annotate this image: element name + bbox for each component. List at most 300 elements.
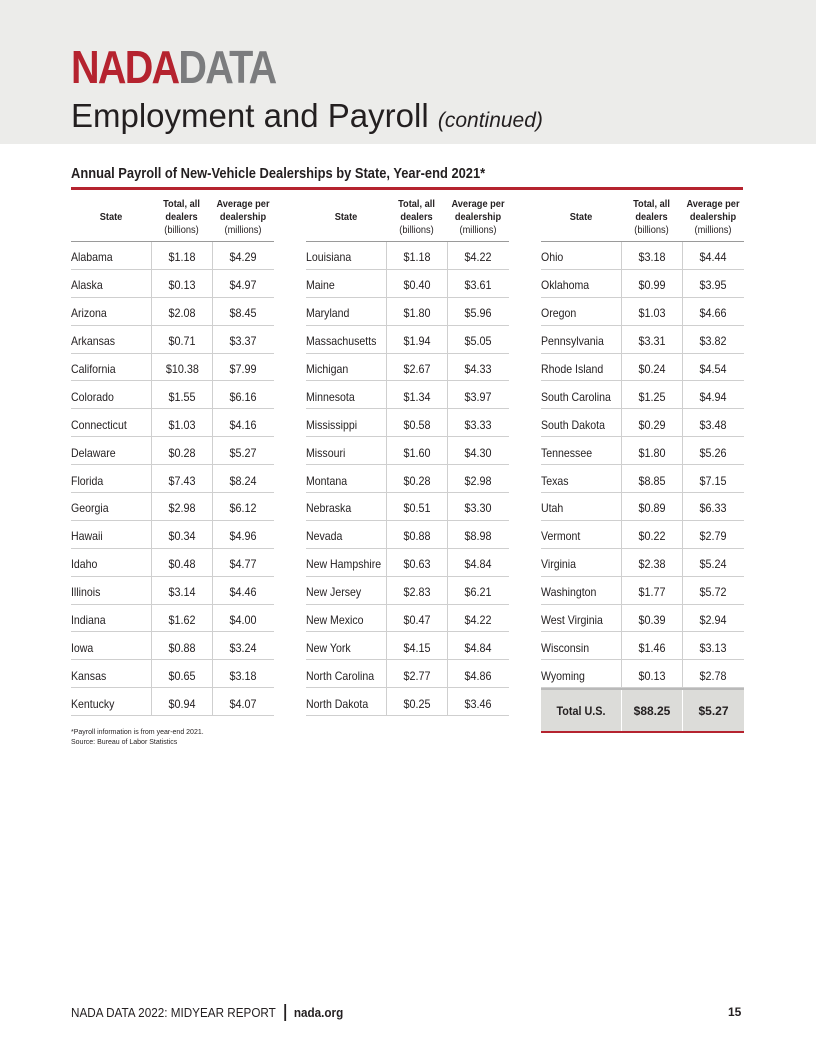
- total-payroll: $0.28: [403, 473, 431, 488]
- total-payroll: $0.28: [168, 445, 196, 460]
- average-payroll: $5.27: [229, 445, 258, 460]
- total-payroll-cell: [386, 688, 447, 715]
- total-payroll: $0.47: [403, 613, 431, 628]
- state-name: Massachusetts: [306, 334, 377, 349]
- table-header: [306, 194, 509, 242]
- total-payroll-cell: [621, 605, 682, 632]
- average-payroll: $4.66: [699, 306, 728, 321]
- total-payroll-cell: [386, 270, 447, 297]
- header-avg-line2: dealership: [454, 211, 502, 223]
- header-avg-unit: (millions): [459, 224, 497, 236]
- average-payroll-cell: [682, 465, 744, 492]
- table-row: [306, 437, 509, 465]
- state-name: Vermont: [541, 529, 581, 544]
- total-payroll: $2.08: [168, 306, 196, 321]
- average-payroll-cell: [682, 270, 744, 297]
- table-row: [306, 326, 509, 354]
- footnote-source: Source: Bureau of Labor Statistics: [71, 739, 178, 746]
- average-payroll: $7.99: [229, 362, 258, 376]
- state-name: Utah: [541, 501, 564, 516]
- average-payroll-cell: [212, 632, 274, 659]
- total-payroll: $0.88: [403, 529, 431, 544]
- footer-separator: [284, 1004, 286, 1021]
- average-payroll-cell: [682, 381, 744, 408]
- table-row: [71, 437, 274, 465]
- total-payroll-cell: [151, 493, 212, 520]
- total-payroll-cell: [386, 298, 447, 325]
- average-payroll: $4.86: [464, 668, 493, 683]
- total-payroll: $0.39: [638, 613, 666, 628]
- state-name: Arizona: [71, 306, 107, 321]
- total-payroll: $0.94: [168, 696, 196, 711]
- table-row: [541, 354, 744, 382]
- state-name: Indiana: [71, 613, 106, 628]
- average-payroll-cell: [447, 549, 509, 576]
- total-payroll: $0.24: [638, 362, 666, 376]
- nada-data-logo: [71, 41, 276, 93]
- average-payroll: $4.22: [464, 613, 493, 628]
- total-payroll-cell: [151, 381, 212, 408]
- average-payroll-cell: [447, 521, 509, 548]
- average-payroll: $6.12: [229, 501, 258, 516]
- table-row: [306, 577, 509, 605]
- average-payroll: $5.72: [699, 585, 728, 600]
- average-payroll: $4.44: [699, 250, 728, 265]
- total-us-payroll: $88.25: [621, 690, 682, 731]
- average-payroll-cell: [212, 242, 274, 269]
- state-name: Idaho: [71, 557, 98, 572]
- average-payroll: $3.24: [229, 640, 258, 655]
- table-row: [306, 632, 509, 660]
- total-payroll-cell: [386, 493, 447, 520]
- table-row: [541, 521, 744, 549]
- average-payroll-cell: [682, 493, 744, 520]
- table-row: [71, 465, 274, 493]
- average-payroll: $4.96: [229, 529, 258, 544]
- average-payroll: $4.94: [699, 389, 728, 404]
- state-name: Mississippi: [306, 417, 358, 432]
- footer-report-name: NADA DATA 2022: MIDYEAR REPORT: [71, 1005, 276, 1020]
- table-row: [541, 242, 744, 270]
- average-payroll: $5.26: [699, 445, 728, 460]
- total-payroll: $1.60: [403, 445, 431, 460]
- state-name: New Jersey: [306, 585, 362, 600]
- total-payroll: $1.25: [638, 389, 666, 404]
- total-payroll-cell: [621, 298, 682, 325]
- total-payroll-cell: [621, 493, 682, 520]
- total-payroll-cell: [151, 326, 212, 353]
- average-payroll-cell: [682, 605, 744, 632]
- total-payroll: $0.25: [403, 696, 431, 711]
- total-payroll-cell: [151, 632, 212, 659]
- average-payroll-cell: [212, 409, 274, 436]
- table-row: [71, 409, 274, 437]
- page-number: 15: [728, 1005, 742, 1019]
- table-header: [71, 194, 274, 242]
- header-avg-line2: dealership: [219, 211, 267, 223]
- total-payroll-cell: [621, 577, 682, 604]
- state-name: Virginia: [541, 557, 577, 572]
- state-name: Arkansas: [71, 334, 116, 349]
- total-payroll: $0.29: [638, 417, 666, 432]
- average-payroll-cell: [447, 660, 509, 687]
- total-payroll-cell: [386, 632, 447, 659]
- state-name: Colorado: [71, 389, 114, 404]
- total-payroll: $1.62: [168, 613, 196, 628]
- average-payroll: $3.95: [699, 278, 728, 293]
- total-us-label: Total U.S.: [556, 703, 606, 718]
- header-total-line1: Total, all: [398, 198, 435, 210]
- average-payroll: $8.24: [229, 473, 258, 488]
- total-payroll-cell: [151, 605, 212, 632]
- table-column-3: [541, 194, 744, 733]
- state-name: Oregon: [541, 306, 577, 321]
- state-name: Washington: [541, 585, 597, 600]
- logo-part-nada: NADA: [71, 41, 179, 93]
- page-title-continued: (continued): [437, 109, 543, 132]
- header-total: [155, 198, 209, 237]
- total-payroll-cell: [151, 521, 212, 548]
- total-payroll: $10.38: [165, 362, 199, 376]
- state-name: Ohio: [541, 250, 564, 265]
- total-payroll: $1.18: [168, 250, 196, 265]
- total-payroll-cell: [621, 521, 682, 548]
- total-payroll: $0.99: [638, 278, 666, 293]
- table-row: [306, 354, 509, 382]
- average-payroll-cell: [212, 298, 274, 325]
- total-payroll-cell: [386, 326, 447, 353]
- table-row: [71, 381, 274, 409]
- header-total-line2: dealers: [165, 211, 198, 223]
- page-footer: [71, 1004, 343, 1021]
- table-row: [541, 605, 744, 633]
- table-column-1: [71, 194, 274, 716]
- total-payroll: $0.65: [168, 668, 196, 683]
- state-name: Texas: [541, 473, 569, 488]
- average-payroll-cell: [212, 605, 274, 632]
- average-payroll: $5.24: [699, 557, 728, 572]
- total-payroll: $2.67: [403, 362, 431, 376]
- total-payroll-cell: [151, 549, 212, 576]
- average-payroll: $2.79: [699, 529, 728, 544]
- average-payroll: $4.84: [464, 640, 493, 655]
- total-payroll: $1.55: [168, 389, 196, 404]
- table-row: [71, 577, 274, 605]
- state-name: Minnesota: [306, 389, 355, 404]
- header-avg-line1: Average per: [686, 198, 740, 210]
- table-row: [71, 632, 274, 660]
- total-payroll: $0.51: [403, 501, 431, 516]
- header-total-line1: Total, all: [633, 198, 670, 210]
- average-payroll-cell: [212, 577, 274, 604]
- average-payroll-cell: [682, 660, 744, 687]
- average-payroll: $4.30: [464, 445, 493, 460]
- state-name: Illinois: [71, 585, 101, 600]
- state-name: Kansas: [71, 668, 107, 683]
- average-payroll-cell: [682, 326, 744, 353]
- total-payroll-cell: [151, 660, 212, 687]
- total-payroll: $0.48: [168, 557, 196, 572]
- average-payroll: $7.15: [699, 473, 728, 488]
- table-row: [71, 660, 274, 688]
- table-row: [71, 688, 274, 716]
- footnote: [71, 728, 204, 748]
- header-total: [625, 198, 679, 237]
- total-payroll: $2.83: [403, 585, 431, 600]
- total-payroll: $0.22: [638, 529, 666, 544]
- average-payroll-cell: [682, 521, 744, 548]
- header-state: State: [334, 211, 358, 223]
- total-payroll-cell: [621, 549, 682, 576]
- total-payroll: $0.13: [638, 668, 666, 683]
- total-payroll-cell: [386, 577, 447, 604]
- state-name: West Virginia: [541, 613, 603, 628]
- average-payroll-cell: [447, 493, 509, 520]
- average-payroll-cell: [682, 437, 744, 464]
- total-payroll-cell: [386, 242, 447, 269]
- average-payroll-cell: [447, 354, 509, 381]
- state-name: Louisiana: [306, 250, 352, 265]
- average-payroll: $4.29: [229, 250, 258, 265]
- header-total-line2: dealers: [400, 211, 433, 223]
- average-payroll: $8.45: [229, 306, 258, 321]
- total-payroll-cell: [621, 354, 682, 381]
- table-row: [306, 521, 509, 549]
- total-payroll: $2.38: [638, 557, 666, 572]
- state-name: New Mexico: [306, 613, 364, 628]
- average-payroll: $4.97: [229, 278, 258, 293]
- total-payroll: $2.77: [403, 668, 431, 683]
- state-name: Michigan: [306, 362, 349, 376]
- state-name: Wyoming: [541, 668, 585, 683]
- total-payroll-cell: [151, 298, 212, 325]
- page-title-main: Employment and Payroll: [71, 97, 429, 134]
- average-payroll: $2.98: [464, 473, 493, 488]
- table-row: [306, 660, 509, 688]
- average-payroll: $6.21: [464, 585, 493, 600]
- total-payroll: $3.18: [638, 250, 666, 265]
- table-row: [541, 660, 744, 688]
- header-total-line2: dealers: [635, 211, 668, 223]
- state-name: North Carolina: [306, 668, 375, 683]
- average-payroll: $3.13: [699, 640, 728, 655]
- header-average: [686, 198, 741, 237]
- total-payroll-cell: [386, 437, 447, 464]
- table-row: [541, 326, 744, 354]
- average-payroll-cell: [447, 632, 509, 659]
- table-row: [306, 465, 509, 493]
- table-row: [306, 242, 509, 270]
- total-payroll-cell: [621, 242, 682, 269]
- total-payroll-cell: [621, 660, 682, 687]
- average-payroll-cell: [212, 521, 274, 548]
- total-payroll: $1.03: [638, 306, 666, 321]
- total-payroll-cell: [621, 409, 682, 436]
- state-name: Missouri: [306, 445, 346, 460]
- table-row: [541, 632, 744, 660]
- total-payroll: $1.77: [638, 585, 666, 600]
- average-payroll-cell: [447, 326, 509, 353]
- state-name: New York: [306, 640, 351, 655]
- total-payroll: $8.85: [638, 473, 666, 488]
- state-name: Georgia: [71, 501, 109, 516]
- state-name: Kentucky: [71, 696, 115, 711]
- average-payroll: $4.33: [464, 362, 493, 376]
- average-payroll: $6.16: [229, 389, 258, 404]
- total-payroll-cell: [386, 409, 447, 436]
- total-payroll-cell: [386, 549, 447, 576]
- average-payroll-cell: [682, 549, 744, 576]
- average-payroll: $4.77: [229, 557, 258, 572]
- state-name: Maine: [306, 278, 335, 293]
- header-avg-unit: (millions): [694, 224, 732, 236]
- state-name: Rhode Island: [541, 362, 604, 376]
- state-name: Oklahoma: [541, 278, 590, 293]
- average-payroll: $4.00: [229, 613, 258, 628]
- total-payroll: $3.31: [638, 334, 666, 349]
- table-row: [541, 298, 744, 326]
- average-payroll: $3.61: [464, 278, 493, 293]
- state-name: Iowa: [71, 640, 94, 655]
- average-payroll-cell: [447, 605, 509, 632]
- header-total-line1: Total, all: [163, 198, 200, 210]
- table-row: [541, 577, 744, 605]
- average-payroll-cell: [682, 409, 744, 436]
- state-name: South Carolina: [541, 389, 611, 404]
- table-row: [541, 381, 744, 409]
- average-payroll-cell: [212, 381, 274, 408]
- average-payroll: $3.82: [699, 334, 728, 349]
- table-row: [306, 688, 509, 716]
- state-name: Florida: [71, 473, 104, 488]
- table-title: Annual Payroll of New-Vehicle Dealerships by State, Year-end 2021*: [71, 165, 486, 182]
- table-row: [71, 270, 274, 298]
- state-name: New Hampshire: [306, 557, 382, 572]
- header-average: [216, 198, 271, 237]
- total-payroll: $2.98: [168, 501, 196, 516]
- average-payroll-cell: [447, 577, 509, 604]
- table-row: [541, 549, 744, 577]
- table-row: [71, 354, 274, 382]
- table-row: [306, 409, 509, 437]
- state-name: Delaware: [71, 445, 116, 460]
- table-column-2: [306, 194, 509, 716]
- total-payroll: $1.18: [403, 250, 431, 265]
- footer-site-link[interactable]: nada.org: [293, 1005, 344, 1020]
- average-payroll-cell: [447, 465, 509, 492]
- table-row: [541, 437, 744, 465]
- total-payroll: $0.89: [638, 501, 666, 516]
- total-payroll-cell: [151, 577, 212, 604]
- state-name: Hawaii: [71, 529, 103, 544]
- average-payroll: $4.54: [699, 362, 728, 376]
- state-name: California: [71, 362, 116, 376]
- state-name: Montana: [306, 473, 348, 488]
- table-row: [71, 326, 274, 354]
- total-payroll: $1.94: [403, 334, 431, 349]
- state-name: Alaska: [71, 278, 103, 293]
- average-payroll: $2.78: [699, 668, 728, 683]
- total-payroll-cell: [386, 521, 447, 548]
- total-us-average: $5.27: [682, 690, 744, 731]
- header-avg-line1: Average per: [451, 198, 505, 210]
- header-average: [451, 198, 506, 237]
- total-payroll: $0.34: [168, 529, 196, 544]
- state-name: Maryland: [306, 306, 350, 321]
- table-row: [306, 605, 509, 633]
- table-row: [541, 409, 744, 437]
- total-payroll-cell: [386, 354, 447, 381]
- title-divider: [71, 187, 743, 190]
- state-name: Wisconsin: [541, 640, 590, 655]
- header-total-unit: (billions): [634, 224, 669, 236]
- average-payroll-cell: [212, 493, 274, 520]
- average-payroll: $3.18: [229, 668, 258, 683]
- total-payroll-cell: [386, 381, 447, 408]
- average-payroll: $6.33: [699, 501, 728, 516]
- average-payroll-cell: [212, 549, 274, 576]
- average-payroll: $3.46: [464, 696, 493, 711]
- table-row: [71, 298, 274, 326]
- total-payroll-cell: [621, 381, 682, 408]
- state-name: South Dakota: [541, 417, 605, 432]
- average-payroll: $3.48: [699, 417, 728, 432]
- header-avg-line2: dealership: [689, 211, 737, 223]
- total-payroll-cell: [151, 465, 212, 492]
- average-payroll-cell: [212, 465, 274, 492]
- average-payroll: $3.33: [464, 417, 493, 432]
- page-title: [71, 96, 543, 141]
- average-payroll-cell: [212, 688, 274, 715]
- total-payroll: $0.63: [403, 557, 431, 572]
- footnote-payroll: *Payroll information is from year-end 2021.: [71, 729, 204, 736]
- total-payroll-cell: [386, 605, 447, 632]
- total-payroll: $1.80: [403, 306, 431, 321]
- average-payroll: $4.46: [229, 585, 258, 600]
- total-payroll: $1.03: [168, 417, 196, 432]
- total-payroll: $4.15: [403, 640, 431, 655]
- logo-part-data: DATA: [178, 41, 276, 93]
- total-payroll-cell: [621, 465, 682, 492]
- table-row: [306, 381, 509, 409]
- table-row: [306, 270, 509, 298]
- average-payroll-cell: [447, 409, 509, 436]
- header-state: State: [569, 211, 593, 223]
- total-payroll: $1.46: [638, 640, 666, 655]
- table-row: [541, 270, 744, 298]
- average-payroll: $8.98: [464, 529, 493, 544]
- average-payroll-cell: [682, 577, 744, 604]
- average-payroll-cell: [447, 270, 509, 297]
- average-payroll: $3.30: [464, 501, 493, 516]
- average-payroll-cell: [682, 354, 744, 381]
- total-payroll-cell: [151, 270, 212, 297]
- total-payroll-cell: [621, 632, 682, 659]
- average-payroll: $3.97: [464, 389, 493, 404]
- state-name: Pennsylvania: [541, 334, 604, 349]
- average-payroll: $4.22: [464, 250, 493, 265]
- average-payroll-cell: [682, 632, 744, 659]
- header-total: [390, 198, 444, 237]
- average-payroll: $4.07: [229, 696, 258, 711]
- average-payroll-cell: [447, 298, 509, 325]
- total-payroll: $0.71: [168, 334, 196, 349]
- state-name: Nevada: [306, 529, 343, 544]
- total-payroll: $0.13: [168, 278, 196, 293]
- total-payroll-cell: [151, 242, 212, 269]
- total-payroll-cell: [621, 270, 682, 297]
- total-payroll: $3.14: [168, 585, 196, 600]
